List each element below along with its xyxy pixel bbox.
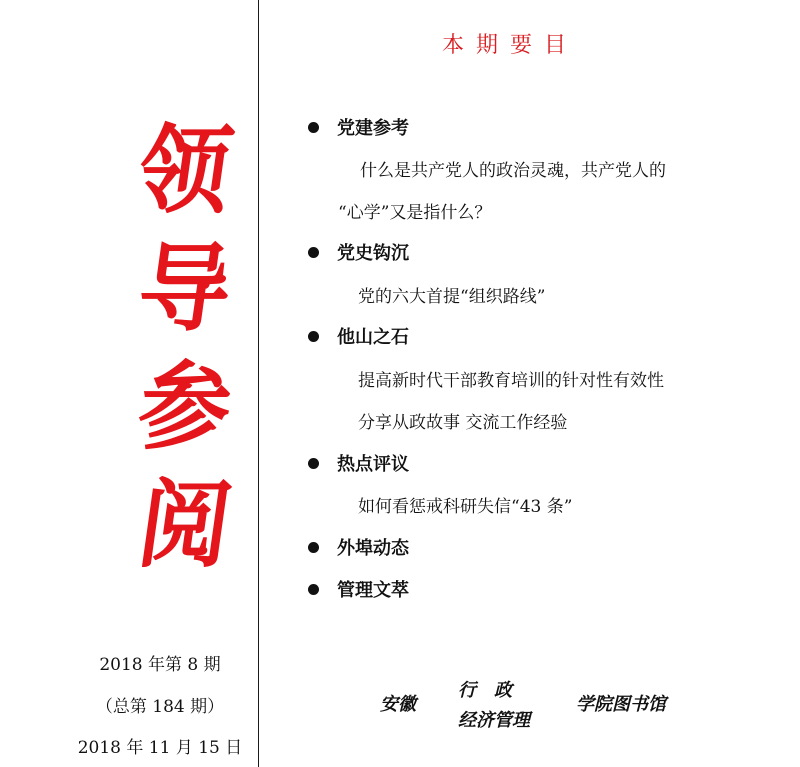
bullet-icon [308,331,319,342]
publisher-suffix: 学院图书馆 [576,694,666,715]
article-title: 如何看惩戒科研失信“43 条” [358,497,573,517]
issue-total: （总第 184 期） [95,697,225,717]
issue-date: 2018 年 11 月 15 日 [77,738,243,758]
bullet-icon [308,458,319,469]
bullet-icon [308,584,319,595]
section-label: 管理文萃 [337,580,409,601]
masthead-char-1: 领 [131,114,239,227]
bullet-icon [308,122,319,133]
publisher-upper: 行 政 [458,680,512,701]
article-title: “心学”又是指什么？ [338,203,492,223]
toc-section-2 [308,239,409,265]
masthead-char-3: 参 [131,350,239,463]
toc-section-1 [308,114,409,140]
section-label: 党史钩沉 [337,243,409,264]
section-label: 热点评议 [337,454,409,475]
toc-section-5 [308,534,409,560]
publisher [380,676,710,736]
masthead-char-4: 阅 [131,468,239,581]
toc-section-6 [308,576,409,602]
publisher-lower: 经济管理 [458,710,530,731]
toc-section-4 [308,450,409,476]
section-label: 外埠动态 [337,538,409,559]
bullet-icon [308,542,319,553]
issue-number: 2018 年第 8 期 [99,655,221,675]
article-title: 提高新时代干部教育培训的针对性有效性 [358,371,664,391]
section-label: 他山之石 [337,327,409,348]
article-title: 党的六大首提“组织路线” [358,287,546,307]
masthead [120,112,250,584]
publisher-prefix: 安徽 [380,694,416,715]
article-title: 分享从政故事 交流工作经验 [358,413,568,433]
toc-section-3 [308,323,409,349]
toc-title: 本期要目 [441,33,578,58]
section-label: 党建参考 [337,118,409,139]
masthead-char-2: 导 [131,232,239,345]
article-title: 什么是共产党人的政治灵魂，共产党人的 [360,161,666,181]
bullet-icon [308,247,319,258]
